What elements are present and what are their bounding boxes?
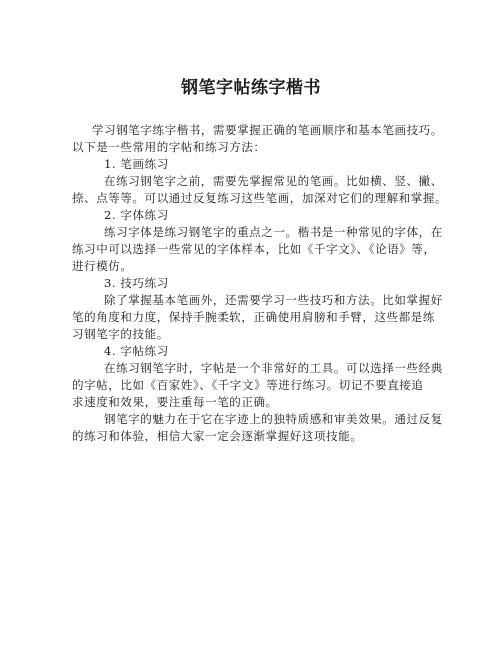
section-heading-1: 1. 笔画练习 [104,157,169,171]
section-heading-4: 4. 字帖练习 [104,344,169,358]
body-line: 除了掌握基本笔画外，还需要学习一些技巧和方法。比如掌握好 [104,293,443,307]
body-line: 笔的角度和力度，保持手腕柔软，正确使用肩膀和手臂，这些都是练 [72,310,435,324]
body-line: 的练习和体验，相信大家一定会逐渐掌握好这项技能。 [72,429,363,443]
body-line: 以下是一些常用的字帖和练习方法： [72,140,266,154]
body-line: 捺、点等等。可以通过反复练习这些笔画，加深对它们的理解和掌握。 [72,191,448,205]
body-line: 钢笔字的魅力在于它在字迹上的独特质感和审美效果。通过反复 [104,412,443,426]
body-line: 习钢笔字的技能。 [72,327,169,341]
body-line: 进行模仿。 [72,259,133,273]
body-line: 在练习钢笔字之前，需要先掌握常见的笔画。比如横、竖、撇、 [104,174,443,188]
body-line: 的字帖，比如《百家姓》、《千字文》等进行练习。切记不要直接追 [72,378,424,392]
body-line: 练习中可以选择一些常见的字体样本，比如《千字文》、《论语》等， [72,242,436,256]
document-title: 钢笔字帖练字楷书 [181,78,321,98]
section-heading-2: 2. 字体练习 [104,208,169,222]
body-line: 求速度和效果，要注重每一笔的正确。 [72,395,278,409]
body-line: 练习字体是练习钢笔字的重点之一。楷书是一种常见的字体，在 [104,225,443,239]
body-line: 在练习钢笔字时，字帖是一个非常好的工具。可以选择一些经典 [104,361,443,375]
section-heading-3: 3. 技巧练习 [104,276,169,290]
body-line: 学习钢笔字练字楷书，需要掌握正确的笔画顺序和基本笔画技巧。 [92,123,443,137]
